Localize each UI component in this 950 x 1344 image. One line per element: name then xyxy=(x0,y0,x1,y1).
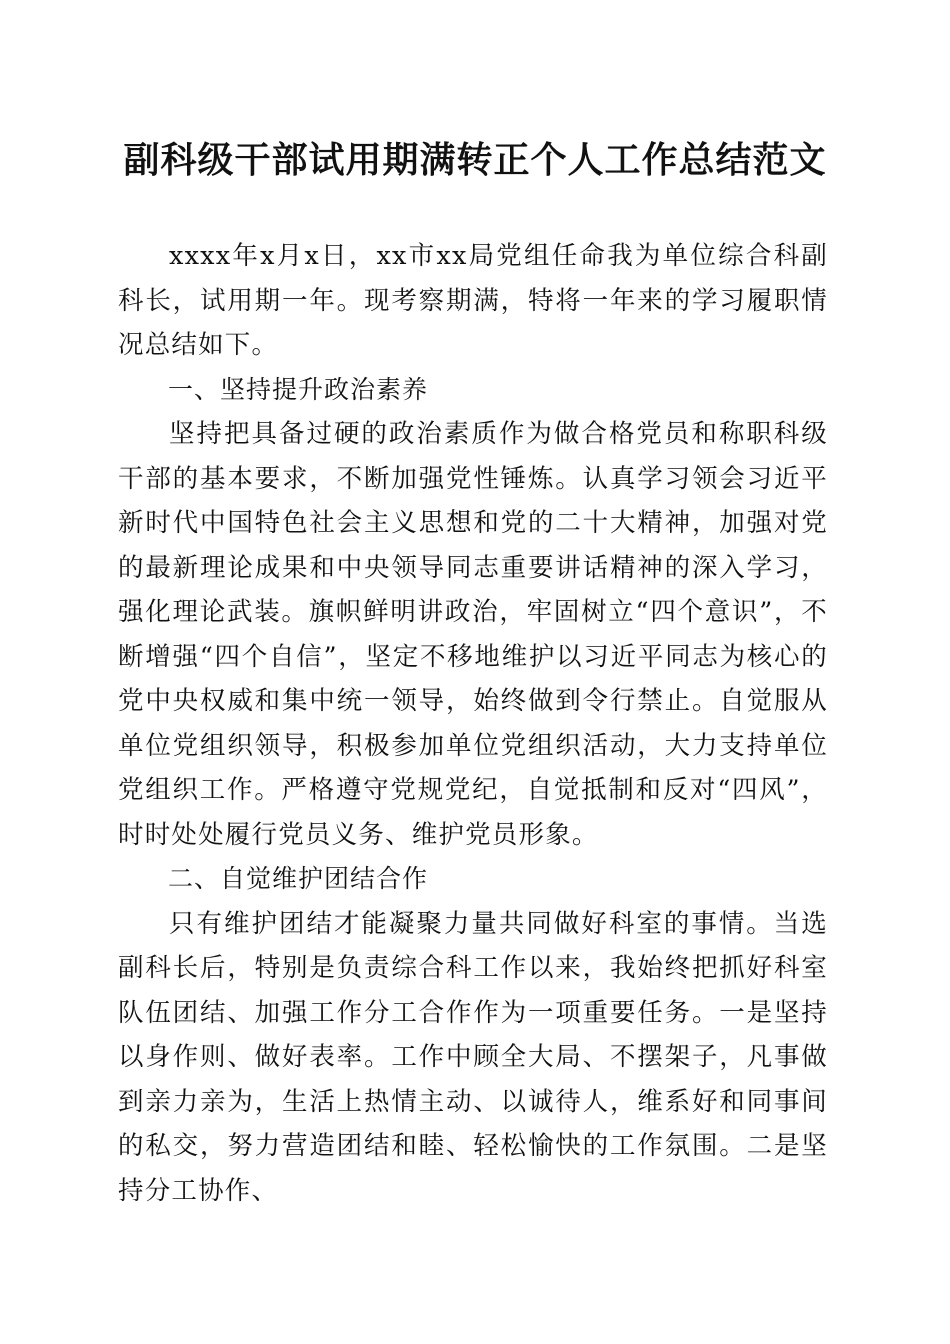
section-heading-2: 二、自觉维护团结合作 xyxy=(168,864,429,893)
section-paragraph-2: 只有维护团结才能凝聚力量共同做好科室的事情。当选副科长后，特别是负责综合科工作以来，我始终把抓好科室队伍团结、加强工作分工合作作为一项重要任务。一是坚持以身作则、做好表率。工作中顾全大局、不摆架子，凡事做到亲力亲为，生活上热情主动、以诚待人，维系好和同事间的私交，努力营造团结和睦、轻松愉快的工作氛围。二是坚持分工协作、 xyxy=(118,908,828,1206)
document-title: 副科级干部试用期满转正个人工作总结范文 xyxy=(123,139,827,181)
document-body xyxy=(118,234,828,1213)
intro-paragraph: xxxx年x月x日，xx市xx局党组任命我为单位综合科副科长，试用期一年。现考察期满，特将一年来的学习履职情况总结如下。 xyxy=(118,241,828,360)
section-paragraph-1: 坚持把具备过硬的政治素质作为做合格党员和称职科级干部的基本要求，不断加强党性锤炼。认真学习领会习近平新时代中国特色社会主义思想和党的二十大精神，加强对党的最新理论成果和中央领导同志重要讲话精神的深入学习，强化理论武装。旗帜鲜明讲政治，牢固树立“四个意识”，不断增强“四个自信”，坚定不移地维护以习近平同志为核心的党中央权威和集中统一领导，始终做到令行禁止。自觉服从单位党组织领导，积极参加单位党组织活动，大力支持单位党组织工作。严格遵守党规党纪，自觉抵制和反对“四风”，时时处处履行党员义务、维护党员形象。 xyxy=(118,419,828,850)
section-heading-1: 一、坚持提升政治素养 xyxy=(168,374,429,404)
